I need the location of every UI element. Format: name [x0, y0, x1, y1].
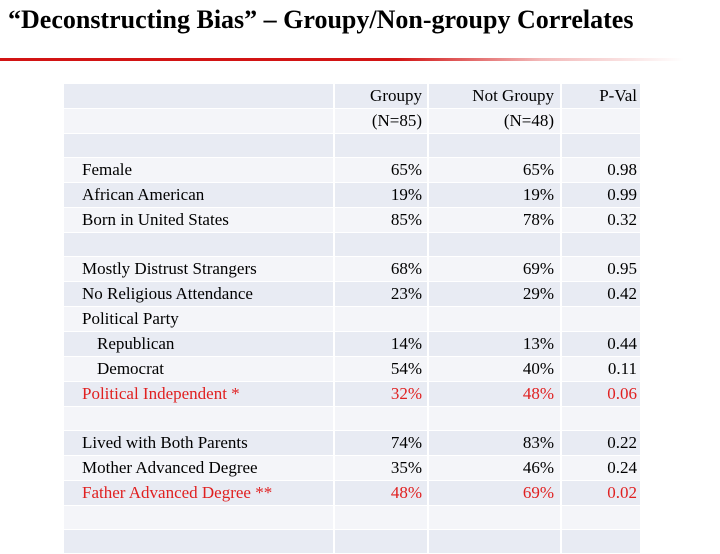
groupy-value: 65%	[335, 158, 429, 183]
row-label: Democrat	[64, 357, 335, 382]
header-not-groupy: Not Groupy	[429, 84, 562, 109]
table-row	[64, 506, 642, 530]
p-value	[562, 407, 642, 431]
table-row	[64, 382, 642, 407]
p-value: 0.32	[562, 208, 642, 233]
groupy-value: 23%	[335, 282, 429, 307]
table-row	[64, 233, 642, 257]
header-row	[64, 84, 642, 109]
not-groupy-value	[429, 506, 562, 530]
not-groupy-value	[429, 307, 562, 332]
header-row	[64, 109, 642, 134]
header-not-groupy-n: (N=48)	[429, 109, 562, 134]
title-underline	[0, 58, 720, 61]
not-groupy-value	[429, 233, 562, 257]
p-value: 0.02	[562, 481, 642, 506]
groupy-value: 54%	[335, 357, 429, 382]
groupy-value	[335, 307, 429, 332]
table-row	[64, 257, 642, 282]
p-value	[562, 233, 642, 257]
table-row	[64, 481, 642, 506]
not-groupy-value: 29%	[429, 282, 562, 307]
not-groupy-value: 40%	[429, 357, 562, 382]
not-groupy-value: 19%	[429, 183, 562, 208]
groupy-value: 14%	[335, 332, 429, 357]
row-label: Female	[64, 158, 335, 183]
table-row	[64, 158, 642, 183]
row-label: Born in United States	[64, 208, 335, 233]
header-cell	[64, 84, 335, 109]
row-label	[64, 530, 335, 554]
header-cell	[562, 109, 642, 134]
not-groupy-value: 13%	[429, 332, 562, 357]
slide-title: “Deconstructing Bias” – Groupy/Non-groupy Correlates	[8, 5, 634, 34]
groupy-value: 74%	[335, 431, 429, 456]
row-label: Republican	[64, 332, 335, 357]
row-label: No Religious Attendance	[64, 282, 335, 307]
p-value: 0.42	[562, 282, 642, 307]
groupy-value	[335, 530, 429, 554]
table-row	[64, 530, 642, 554]
header-groupy-n: (N=85)	[335, 109, 429, 134]
table-row	[64, 183, 642, 208]
table-row	[64, 407, 642, 431]
p-value: 0.95	[562, 257, 642, 282]
header-groupy: Groupy	[335, 84, 429, 109]
not-groupy-value: 46%	[429, 456, 562, 481]
groupy-value	[335, 233, 429, 257]
row-label: Mostly Distrust Strangers	[64, 257, 335, 282]
p-value: 0.22	[562, 431, 642, 456]
row-label: Political Party	[64, 307, 335, 332]
table-row	[64, 332, 642, 357]
p-value: 0.99	[562, 183, 642, 208]
groupy-value: 85%	[335, 208, 429, 233]
p-value: 0.44	[562, 332, 642, 357]
not-groupy-value: 65%	[429, 158, 562, 183]
groupy-value	[335, 506, 429, 530]
p-value: 0.11	[562, 357, 642, 382]
row-label	[64, 233, 335, 257]
row-label	[64, 407, 335, 431]
not-groupy-value: 48%	[429, 382, 562, 407]
table-row	[64, 208, 642, 233]
groupy-value	[335, 407, 429, 431]
row-label: African American	[64, 183, 335, 208]
row-label: Political Independent *	[64, 382, 335, 407]
row-label: Lived with Both Parents	[64, 431, 335, 456]
p-value	[562, 307, 642, 332]
groupy-value: 68%	[335, 257, 429, 282]
p-value: 0.24	[562, 456, 642, 481]
groupy-value: 32%	[335, 382, 429, 407]
not-groupy-value: 69%	[429, 481, 562, 506]
correlates-table	[64, 84, 642, 554]
p-value	[562, 530, 642, 554]
groupy-value	[335, 134, 429, 158]
table-row	[64, 431, 642, 456]
row-label	[64, 134, 335, 158]
table-row	[64, 357, 642, 382]
row-label: Father Advanced Degree **	[64, 481, 335, 506]
row-label: Mother Advanced Degree	[64, 456, 335, 481]
p-value: 0.06	[562, 382, 642, 407]
p-value	[562, 506, 642, 530]
groupy-value: 48%	[335, 481, 429, 506]
p-value: 0.98	[562, 158, 642, 183]
header-p-val: P-Val	[562, 84, 642, 109]
groupy-value: 35%	[335, 456, 429, 481]
p-value	[562, 134, 642, 158]
groupy-value: 19%	[335, 183, 429, 208]
table-row	[64, 456, 642, 481]
row-label	[64, 506, 335, 530]
table-row	[64, 134, 642, 158]
not-groupy-value	[429, 407, 562, 431]
not-groupy-value	[429, 134, 562, 158]
header-cell	[64, 109, 335, 134]
table-row	[64, 307, 642, 332]
not-groupy-value: 83%	[429, 431, 562, 456]
not-groupy-value: 78%	[429, 208, 562, 233]
table-row	[64, 282, 642, 307]
not-groupy-value: 69%	[429, 257, 562, 282]
not-groupy-value	[429, 530, 562, 554]
